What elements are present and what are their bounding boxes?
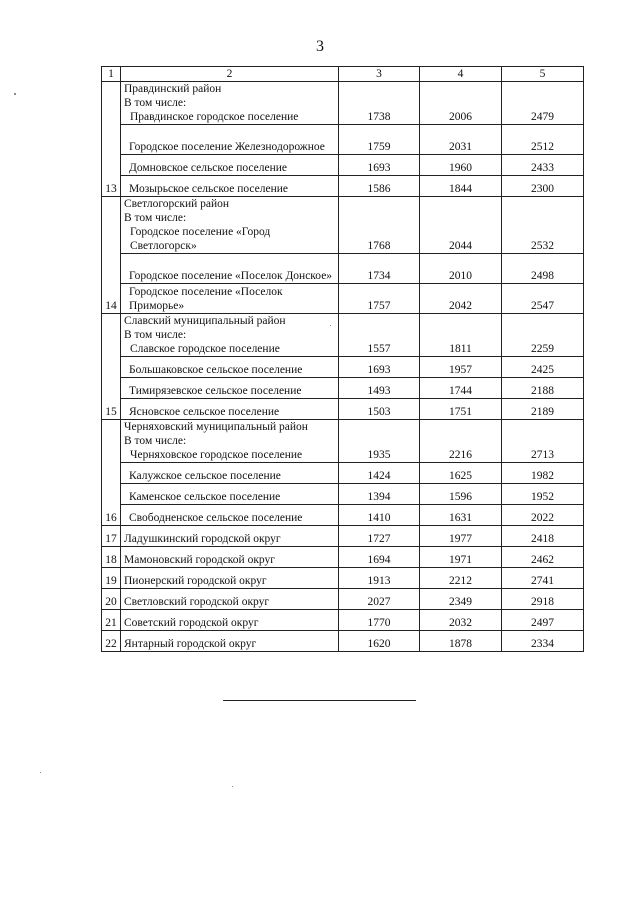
- scan-speck: [330, 325, 331, 326]
- settlement-name: Большаковское сельское поселение: [121, 357, 339, 378]
- value-cell: 2188: [502, 378, 584, 399]
- value-cell: 2741: [502, 568, 584, 589]
- value-cell: 1971: [420, 547, 502, 568]
- table-row: [102, 547, 584, 568]
- value-cell: 2498: [502, 254, 584, 284]
- row-number: 20: [102, 589, 121, 610]
- value-cell: 1503: [339, 399, 420, 420]
- table-row: [102, 420, 584, 463]
- region-cell: [121, 197, 339, 254]
- value-cell: 1878: [420, 631, 502, 652]
- region-title: Правдинский район: [124, 83, 222, 95]
- scan-speck: [40, 772, 41, 773]
- settlement-name: Черняховское городское поселение: [130, 449, 303, 461]
- value-cell: 2713: [502, 420, 584, 463]
- table-row: [102, 568, 584, 589]
- row-number: 21: [102, 610, 121, 631]
- table-row: [102, 314, 584, 357]
- value-cell: 2334: [502, 631, 584, 652]
- value-cell: 1757: [339, 284, 420, 314]
- value-cell: 1394: [339, 484, 420, 505]
- value-cell: 1734: [339, 254, 420, 284]
- row-number: 19: [102, 568, 121, 589]
- value-cell: 2006: [420, 82, 502, 125]
- row-number: 18: [102, 547, 121, 568]
- district-name: Янтарный городской округ: [121, 631, 339, 652]
- table-row: [102, 155, 584, 176]
- table-row: [102, 357, 584, 378]
- value-cell: 1625: [420, 463, 502, 484]
- value-cell: 2462: [502, 547, 584, 568]
- value-cell: 2189: [502, 399, 584, 420]
- value-cell: 2022: [502, 505, 584, 526]
- settlement-name: Каменское сельское поселение: [121, 484, 339, 505]
- table-row: [102, 82, 584, 125]
- table-row: [102, 505, 584, 526]
- region-title: Светлогорский район: [124, 198, 230, 210]
- value-cell: 1768: [339, 197, 420, 254]
- table-row: [102, 399, 584, 420]
- district-name: Светловский городской округ: [121, 589, 339, 610]
- region-subtitle: В том числе:: [124, 97, 187, 109]
- value-cell: 2259: [502, 314, 584, 357]
- value-cell: 2497: [502, 610, 584, 631]
- settlement-name: Домновское сельское поселение: [121, 155, 339, 176]
- header-cell: 1: [102, 67, 121, 82]
- value-cell: 1493: [339, 378, 420, 399]
- value-cell: 1844: [420, 176, 502, 197]
- value-cell: 1935: [339, 420, 420, 463]
- value-cell: 1410: [339, 505, 420, 526]
- settlement-name: Городское поселение «Поселок Приморье»: [121, 284, 339, 314]
- value-cell: 1586: [339, 176, 420, 197]
- value-cell: 2027: [339, 589, 420, 610]
- value-cell: 1811: [420, 314, 502, 357]
- region-title: Черняховский муниципальный район: [124, 421, 308, 433]
- region-cell: [121, 82, 339, 125]
- value-cell: 1693: [339, 155, 420, 176]
- value-cell: 1759: [339, 125, 420, 155]
- row-number: 13: [102, 82, 121, 197]
- value-cell: 1744: [420, 378, 502, 399]
- value-cell: 1913: [339, 568, 420, 589]
- value-cell: 1727: [339, 526, 420, 547]
- table-row: [102, 484, 584, 505]
- region-title: Славский муниципальный район: [124, 315, 286, 327]
- header-cell: 5: [502, 67, 584, 82]
- value-cell: 2547: [502, 284, 584, 314]
- table-row: [102, 378, 584, 399]
- value-cell: 2532: [502, 197, 584, 254]
- value-cell: 1694: [339, 547, 420, 568]
- table-row: [102, 463, 584, 484]
- table-row: [102, 125, 584, 155]
- value-cell: 1952: [502, 484, 584, 505]
- header-cell: 3: [339, 67, 420, 82]
- value-cell: 2918: [502, 589, 584, 610]
- value-cell: 2418: [502, 526, 584, 547]
- value-cell: 2044: [420, 197, 502, 254]
- table-row: [102, 610, 584, 631]
- row-number: 15: [102, 314, 121, 420]
- table-row: [102, 197, 584, 254]
- value-cell: 1960: [420, 155, 502, 176]
- table-row: [102, 254, 584, 284]
- settlement-name: Мозырьское сельское поселение: [121, 176, 339, 197]
- settlement-name: Тимирязевское сельское поселение: [121, 378, 339, 399]
- region-subtitle: В том числе:: [124, 435, 187, 447]
- settlement-name: Городское поселение «Поселок Донское»: [121, 254, 339, 284]
- settlement-name: Городское поселение Железнодорожное: [121, 125, 339, 155]
- value-cell: 2512: [502, 125, 584, 155]
- value-cell: 2433: [502, 155, 584, 176]
- value-cell: 2300: [502, 176, 584, 197]
- value-cell: 1957: [420, 357, 502, 378]
- value-cell: 2031: [420, 125, 502, 155]
- value-cell: 1631: [420, 505, 502, 526]
- value-cell: 1977: [420, 526, 502, 547]
- value-cell: 2425: [502, 357, 584, 378]
- value-cell: 1424: [339, 463, 420, 484]
- region-cell: [121, 314, 339, 357]
- page-number: 3: [316, 38, 324, 55]
- settlement-name: Городское поселение «Город Светлогорск»: [130, 226, 271, 252]
- value-cell: 1620: [339, 631, 420, 652]
- settlement-name: Калужское сельское поселение: [121, 463, 339, 484]
- scan-speck: [14, 93, 16, 95]
- table-row: [102, 631, 584, 652]
- value-cell: 2010: [420, 254, 502, 284]
- value-cell: 2349: [420, 589, 502, 610]
- table-row: [102, 284, 584, 314]
- data-table: [101, 66, 584, 652]
- district-name: Пионерский городской округ: [121, 568, 339, 589]
- header-cell: 2: [121, 67, 339, 82]
- table-row: [102, 589, 584, 610]
- value-cell: 1982: [502, 463, 584, 484]
- table-row: [102, 526, 584, 547]
- value-cell: 2212: [420, 568, 502, 589]
- value-cell: 1738: [339, 82, 420, 125]
- settlement-name: Свободненское сельское поселение: [121, 505, 339, 526]
- value-cell: 1596: [420, 484, 502, 505]
- value-cell: 1693: [339, 357, 420, 378]
- settlement-name: Ясновское сельское поселение: [121, 399, 339, 420]
- row-number: 14: [102, 197, 121, 314]
- region-subtitle: В том числе:: [124, 329, 187, 341]
- row-number: 22: [102, 631, 121, 652]
- settlement-name: Славское городское поселение: [130, 343, 280, 355]
- region-cell: [121, 420, 339, 463]
- header-row: [102, 67, 584, 82]
- table-body: [102, 67, 584, 652]
- district-name: Советский городской округ: [121, 610, 339, 631]
- value-cell: 2216: [420, 420, 502, 463]
- closing-rule: [223, 700, 416, 701]
- value-cell: 1751: [420, 399, 502, 420]
- header-cell: 4: [420, 67, 502, 82]
- row-number: 17: [102, 526, 121, 547]
- settlement-name: Правдинское городское поселение: [130, 111, 299, 123]
- table-row: [102, 176, 584, 197]
- row-number: 16: [102, 420, 121, 526]
- value-cell: 2479: [502, 82, 584, 125]
- region-subtitle: В том числе:: [124, 212, 187, 224]
- value-cell: 2032: [420, 610, 502, 631]
- value-cell: 1557: [339, 314, 420, 357]
- value-cell: 2042: [420, 284, 502, 314]
- scan-speck: [232, 786, 233, 787]
- district-name: Ладушкинский городской округ: [121, 526, 339, 547]
- value-cell: 1770: [339, 610, 420, 631]
- district-name: Мамоновский городской округ: [121, 547, 339, 568]
